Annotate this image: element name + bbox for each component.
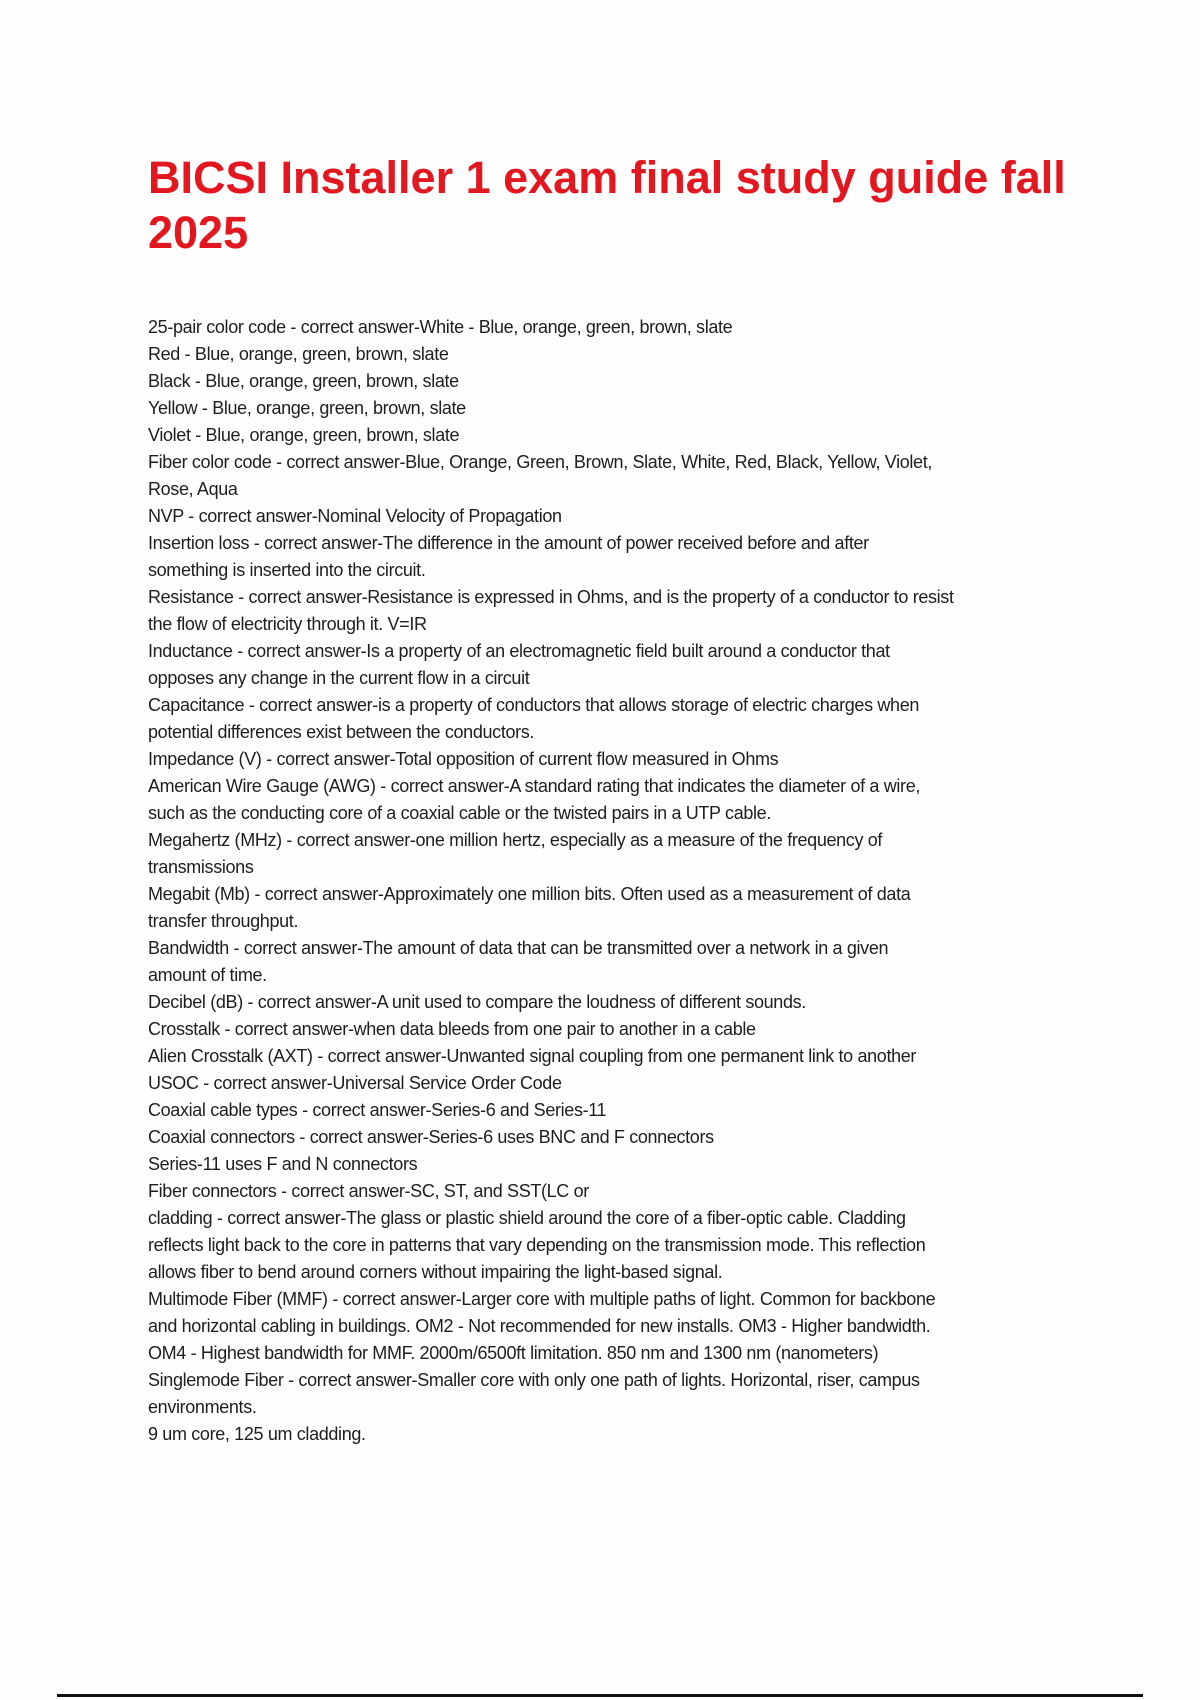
text-line: Series-11 uses F and N connectors bbox=[148, 1154, 418, 1174]
text-line: reflects light back to the core in patterns that vary depending on the transmission mode. This reflection bbox=[148, 1235, 926, 1255]
text-line: Red - Blue, orange, green, brown, slate bbox=[148, 344, 449, 364]
text-line: transfer throughput. bbox=[148, 911, 299, 931]
page-bottom-rule bbox=[57, 1694, 1143, 1697]
text-line: American Wire Gauge (AWG) - correct answer-A standard rating that indicates the diameter of a wire, bbox=[148, 776, 921, 796]
text-line: Megahertz (MHz) - correct answer-one million hertz, especially as a measure of the frequency of bbox=[148, 830, 883, 850]
text-line: USOC - correct answer-Universal Service Order Code bbox=[148, 1073, 562, 1093]
text-line: Violet - Blue, orange, green, brown, slate bbox=[148, 425, 460, 445]
text-line: Alien Crosstalk (AXT) - correct answer-Unwanted signal coupling from one permanent link to another bbox=[148, 1046, 917, 1066]
text-line: allows fiber to bend around corners without impairing the light-based signal. bbox=[148, 1262, 723, 1282]
text-line: transmissions bbox=[148, 857, 254, 877]
text-line: Yellow - Blue, orange, green, brown, slate bbox=[148, 398, 466, 418]
text-line: 25-pair color code - correct answer-White - Blue, orange, green, brown, slate bbox=[148, 317, 733, 337]
text-line: Impedance (V) - correct answer-Total opposition of current flow measured in Ohms bbox=[148, 749, 779, 769]
text-line: Capacitance - correct answer-is a property of conductors that allows storage of electric charges when bbox=[148, 695, 920, 715]
document-title: BICSI Installer 1 exam final study guide fall 2025 bbox=[148, 152, 1066, 258]
text-line: Rose, Aqua bbox=[148, 479, 238, 499]
text-line: Crosstalk - correct answer-when data bleeds from one pair to another in a cable bbox=[148, 1019, 756, 1039]
document-body bbox=[148, 314, 954, 1448]
text-line: Inductance - correct answer-Is a property of an electromagnetic field built around a conductor that bbox=[148, 641, 890, 661]
text-line: and horizontal cabling in buildings. OM2 - Not recommended for new installs. OM3 - Higher bandwidth. bbox=[148, 1316, 931, 1336]
text-line: Singlemode Fiber - correct answer-Smaller core with only one path of lights. Horizontal, riser, campus bbox=[148, 1370, 920, 1390]
text-line: Coaxial connectors - correct answer-Series-6 uses BNC and F connectors bbox=[148, 1127, 714, 1147]
text-line: Fiber connectors - correct answer-SC, ST, and SST(LC or bbox=[148, 1181, 589, 1201]
text-line: amount of time. bbox=[148, 965, 267, 985]
text-line: Decibel (dB) - correct answer-A unit used to compare the loudness of different sounds. bbox=[148, 992, 806, 1012]
text-line: Megabit (Mb) - correct answer-Approximately one million bits. Often used as a measurement of data bbox=[148, 884, 911, 904]
text-line: Fiber color code - correct answer-Blue, Orange, Green, Brown, Slate, White, Red, Black, Yellow, Violet, bbox=[148, 452, 932, 472]
text-line: the flow of electricity through it. V=IR bbox=[148, 614, 427, 634]
text-line: Coaxial cable types - correct answer-Series-6 and Series-11 bbox=[148, 1100, 607, 1120]
text-line: Insertion loss - correct answer-The difference in the amount of power received before and after bbox=[148, 533, 869, 553]
text-line: cladding - correct answer-The glass or plastic shield around the core of a fiber-optic cable. Cladding bbox=[148, 1208, 906, 1228]
text-line: Resistance - correct answer-Resistance is expressed in Ohms, and is the property of a conductor to resist bbox=[148, 587, 954, 607]
text-line: something is inserted into the circuit. bbox=[148, 560, 426, 580]
text-line: Bandwidth - correct answer-The amount of data that can be transmitted over a network in a given bbox=[148, 938, 889, 958]
text-line: opposes any change in the current flow in a circuit bbox=[148, 668, 530, 688]
text-line: such as the conducting core of a coaxial cable or the twisted pairs in a UTP cable. bbox=[148, 803, 771, 823]
text-line: Black - Blue, orange, green, brown, slate bbox=[148, 371, 459, 391]
text-line: Multimode Fiber (MMF) - correct answer-Larger core with multiple paths of light. Common for backbone bbox=[148, 1289, 936, 1309]
text-line: 9 um core, 125 um cladding. bbox=[148, 1424, 366, 1444]
text-line: OM4 - Highest bandwidth for MMF. 2000m/6500ft limitation. 850 nm and 1300 nm (nanometers) bbox=[148, 1343, 879, 1363]
text-line: environments. bbox=[148, 1397, 257, 1417]
text-line: potential differences exist between the conductors. bbox=[148, 722, 535, 742]
text-line: NVP - correct answer-Nominal Velocity of Propagation bbox=[148, 506, 562, 526]
